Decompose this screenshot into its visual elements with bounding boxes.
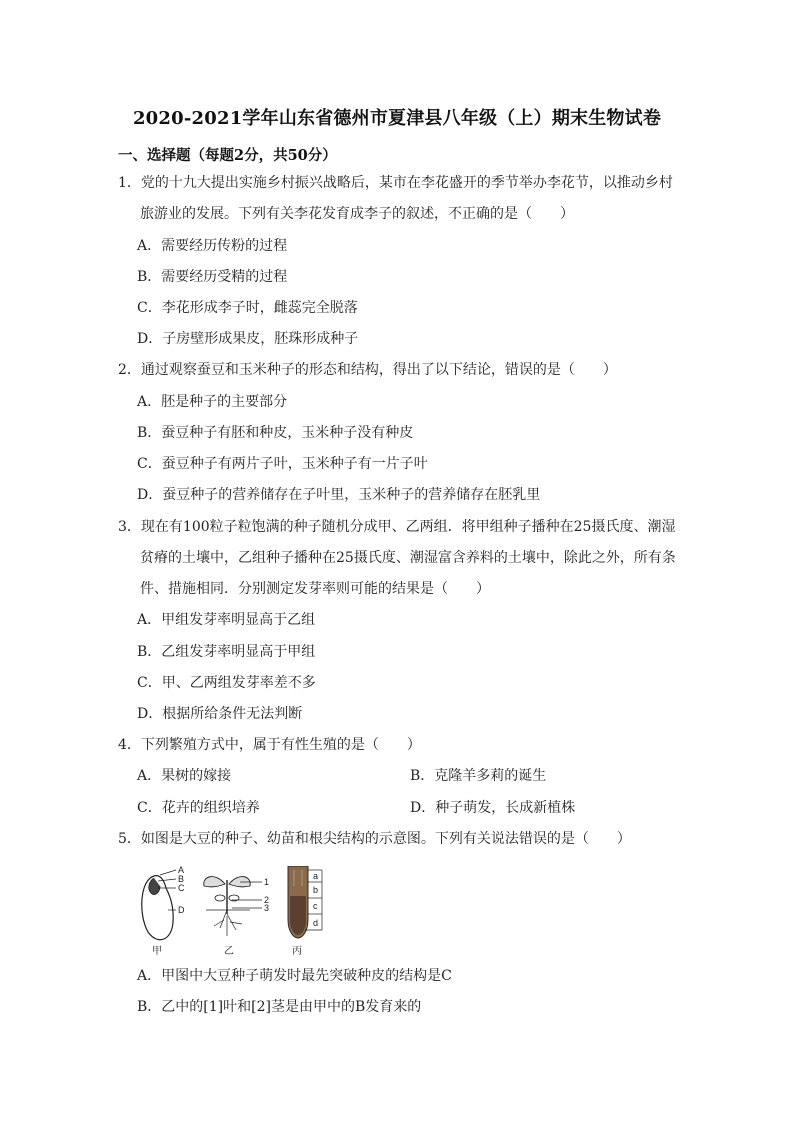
question-4-stem: 4．下列繁殖方式中，属于有性生殖的是（ ） xyxy=(118,737,421,753)
seedling-label-2: 2 xyxy=(264,895,270,905)
question-5-option-a: A．甲图中大豆种子萌发时最先突破种皮的结构是C xyxy=(137,968,452,984)
root-label-d: d xyxy=(313,918,319,928)
question-1-option-d: D．子房壁形成果皮，胚珠形成种子 xyxy=(137,331,359,347)
seed-label-b: B xyxy=(178,874,185,884)
seedling-caption: 乙 xyxy=(224,946,234,956)
question-1-option-c: C．李花形成李子时，雌蕊完全脱落 xyxy=(137,300,358,316)
question-2-option-b: B．蚕豆种子有胚和种皮，玉米种子没有种皮 xyxy=(137,425,414,441)
root-tip-caption: 丙 xyxy=(292,946,302,956)
question-2-option-d: D．蚕豆种子的营养储存在子叶里，玉米种子的营养储存在胚乳里 xyxy=(137,487,541,503)
seed-label-d: D xyxy=(178,905,185,915)
section-heading: 一、选择题（每题2分，共50分） xyxy=(118,147,337,164)
root-label-a: a xyxy=(313,871,319,881)
seed-label-a: A xyxy=(178,866,185,875)
question-4-option-d: D．种子萌发，长成新植株 xyxy=(410,800,576,816)
question-2-stem: 2．通过观察蚕豆和玉米种子的形态和结构，得出了以下结论，错误的是（ ） xyxy=(118,362,617,378)
question-2-option-c: C．蚕豆种子有两片子叶，玉米种子有一片子叶 xyxy=(137,456,428,472)
seedling-label-1: 1 xyxy=(264,877,270,887)
root-tip-diagram xyxy=(288,866,322,956)
question-3-option-b: B．乙组发芽率明显高于甲组 xyxy=(137,644,316,660)
seed-label-c: C xyxy=(178,883,185,893)
question-3-option-a: A．甲组发芽率明显高于乙组 xyxy=(137,612,316,628)
question-4-option-b: B．克隆羊多莉的诞生 xyxy=(410,768,547,784)
question-3-stem-cont-1: 贫瘠的土壤中，乙组种子播种在25摄氏度、潮湿富含养料的土壤中，除此之外，所有条 xyxy=(140,550,676,566)
page-title: 2020-2021学年山东省德州市夏津县八年级（上）期末生物试卷 xyxy=(132,108,662,129)
seedling-label-3: 3 xyxy=(264,903,270,913)
question-2-option-a: A．胚是种子的主要部分 xyxy=(137,394,288,410)
question-4-option-a: A．果树的嫁接 xyxy=(137,768,232,784)
question-4-option-c: C．花卉的组织培养 xyxy=(137,800,260,816)
root-label-c: c xyxy=(313,901,318,911)
question-3-stem: 3．现在有100粒子粒饱满的种子随机分成甲、乙两组．将甲组种子播种在25摄氏度、潮湿 xyxy=(118,519,676,535)
question-1-option-a: A．需要经历传粉的过程 xyxy=(137,238,288,254)
question-5-option-b: B．乙中的[1]叶和[2]茎是由甲中的B发育来的 xyxy=(137,999,422,1015)
question-3-stem-cont-2: 件、措施相同．分别测定发芽率则可能的结果是（ ） xyxy=(140,581,490,597)
question-3-option-c: C．甲、乙两组发芽率差不多 xyxy=(137,675,316,691)
root-label-b: b xyxy=(313,885,319,895)
question-5-stem: 5．如图是大豆的种子、幼苗和根尖结构的示意图。下列有关说法错误的是（ ） xyxy=(118,831,631,847)
question-1-stem-cont: 旅游业的发展。下列有关李花发育成李子的叙述，不正确的是（ ） xyxy=(140,206,574,222)
seed-diagram xyxy=(142,866,185,956)
question-3-option-d: D．根据所给条件无法判断 xyxy=(137,706,303,722)
question-1-option-b: B．需要经历受精的过程 xyxy=(137,269,288,285)
question-1-stem: 1．党的十九大提出实施乡村振兴战略后，某市在李花盛开的季节举办李花节，以推动乡村 xyxy=(118,175,673,191)
soybean-figure xyxy=(140,866,340,956)
seedling-diagram xyxy=(204,877,269,956)
seed-caption: 甲 xyxy=(152,946,162,956)
